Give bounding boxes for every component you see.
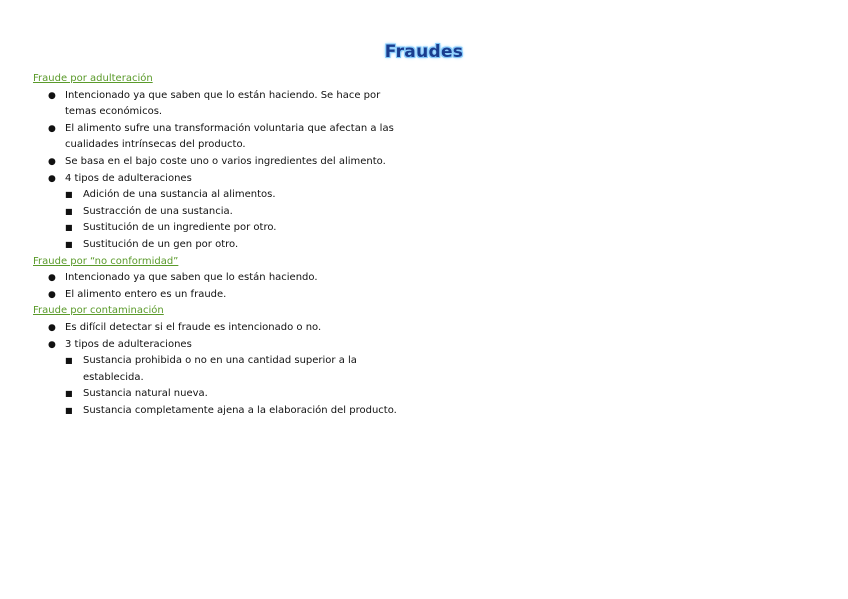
list-item [33, 88, 433, 121]
sub-list-item-text: Sustancia natural nueva. [83, 388, 208, 400]
bullet-dot-icon: ● [48, 156, 56, 167]
bullet-list [33, 320, 433, 420]
bullet-list [33, 270, 433, 303]
list-item [33, 154, 433, 171]
bullet-square-icon: ■ [65, 206, 73, 216]
list-item [33, 320, 433, 337]
sub-list-item [65, 237, 433, 254]
list-item [33, 171, 433, 254]
bullet-square-icon: ■ [65, 190, 73, 200]
sub-list-item-text: Sustancia completamente ajena a la elaboración del producto. [83, 404, 397, 416]
list-item [33, 121, 433, 154]
bullet-square-icon: ■ [65, 239, 73, 249]
list-item-text: Intencionado ya que saben que lo están haciendo. Se hace por temas económicos. [65, 89, 381, 118]
sub-bullet-list [65, 187, 433, 253]
sub-bullet-list [65, 353, 433, 419]
sub-list-item-text: Adición de una sustancia al alimentos. [83, 189, 276, 201]
section-heading: Fraude por contaminación [33, 305, 164, 317]
list-item-text: 3 tipos de adulteraciones [65, 338, 192, 350]
list-item-text: Es difícil detectar si el fraude es intencionado o no. [65, 321, 322, 333]
sub-list-item [65, 403, 433, 420]
bullet-list [33, 88, 433, 254]
section-heading: Fraude por “no conformidad” [33, 255, 179, 267]
sub-list-item [65, 220, 433, 237]
list-item [33, 287, 433, 304]
bullet-dot-icon: ● [48, 339, 56, 350]
list-item [33, 270, 433, 287]
sub-list-item [65, 386, 433, 403]
list-item-text: El alimento entero es un fraude. [65, 288, 227, 300]
list-item [33, 337, 433, 420]
sub-list-item [65, 187, 433, 204]
section-adulteracion [33, 71, 433, 254]
sub-list-item-text: Sustancia prohibida o no en una cantidad superior a la establecida. [83, 355, 357, 383]
document-body [33, 71, 433, 419]
bullet-dot-icon: ● [48, 322, 56, 333]
sub-list-item-text: Sustitución de un gen por otro. [83, 238, 239, 250]
list-item-text: Se basa en el bajo coste uno o varios ingredientes del alimento. [65, 155, 386, 167]
bullet-square-icon: ■ [65, 405, 73, 415]
list-item-text: Intencionado ya que saben que lo están haciendo. [65, 272, 318, 284]
bullet-square-icon: ■ [65, 356, 73, 366]
sub-list-item [65, 204, 433, 221]
bullet-dot-icon: ● [48, 173, 56, 184]
section-no-conformidad [33, 254, 433, 304]
bullet-square-icon: ■ [65, 223, 73, 233]
bullet-dot-icon: ● [48, 90, 56, 101]
sub-list-item [65, 353, 433, 386]
document-title: Fraudes [384, 42, 464, 62]
bullet-dot-icon: ● [48, 273, 56, 284]
sub-list-item-text: Sustitución de un ingrediente por otro. [83, 222, 277, 234]
list-item-text: El alimento sufre una transformación voluntaria que afectan a las cualidades intrínsecas del producto. [65, 122, 394, 151]
bullet-square-icon: ■ [65, 389, 73, 399]
bullet-dot-icon: ● [48, 123, 56, 134]
list-item-text: 4 tipos de adulteraciones [65, 172, 192, 184]
section-contaminacion [33, 303, 433, 419]
section-heading: Fraude por adulteración [33, 73, 153, 84]
sub-list-item-text: Sustracción de una sustancia. [83, 205, 233, 217]
bullet-dot-icon: ● [48, 289, 56, 300]
